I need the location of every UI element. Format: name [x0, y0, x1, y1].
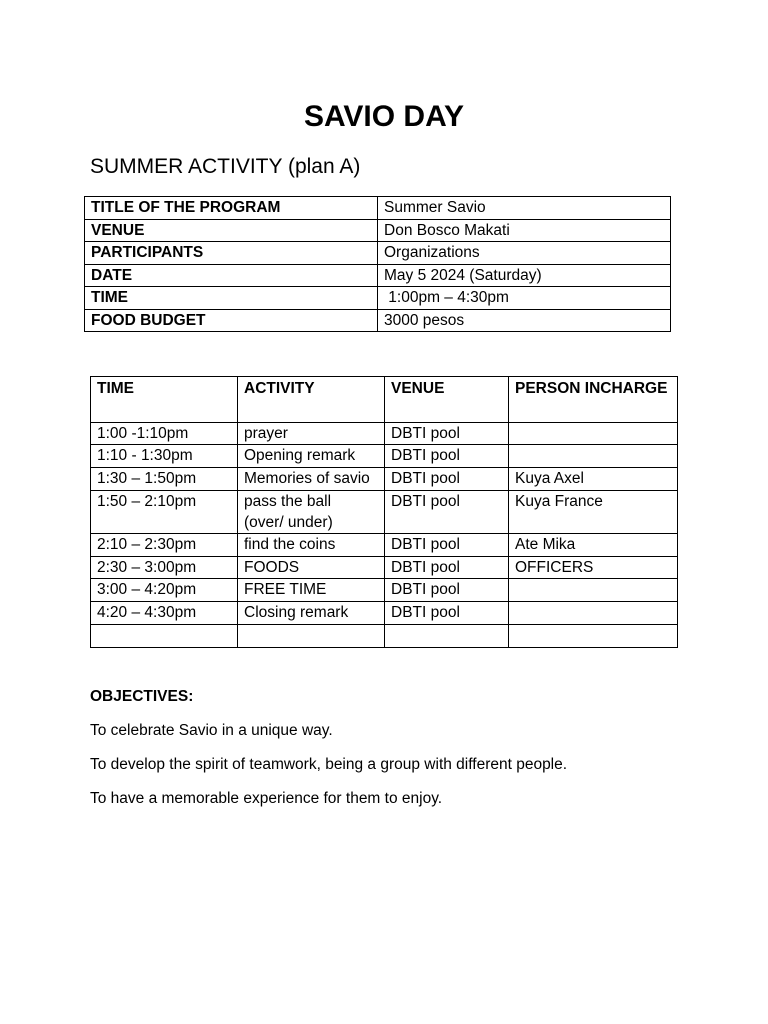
document-subtitle: SUMMER ACTIVITY (plan A)	[90, 155, 361, 178]
cell-person	[509, 422, 678, 445]
info-value: May 5 2024 (Saturday)	[378, 264, 671, 287]
cell-venue	[385, 625, 509, 648]
cell-time: 2:30 – 3:00pm	[91, 556, 238, 579]
objectives-heading: OBJECTIVES:	[90, 688, 194, 705]
schedule-table	[90, 376, 678, 648]
cell-time: 1:00 -1:10pm	[91, 422, 238, 445]
info-value: Organizations	[378, 242, 671, 265]
objective-item: To have a memorable experience for them to enjoy.	[90, 790, 443, 807]
cell-person: OFFICERS	[509, 556, 678, 579]
objective-item: To develop the spirit of teamwork, being a group with different people.	[90, 756, 568, 773]
cell-venue: DBTI pool	[385, 579, 509, 602]
cell-time: 1:30 – 1:50pm	[91, 468, 238, 491]
info-label: TITLE OF THE PROGRAM	[85, 197, 378, 220]
cell-activity	[238, 625, 385, 648]
cell-venue: DBTI pool	[385, 490, 509, 533]
cell-person	[509, 625, 678, 648]
table-row	[91, 468, 678, 491]
info-label: PARTICIPANTS	[85, 242, 378, 265]
cell-activity: Memories of savio	[238, 468, 385, 491]
table-row	[91, 602, 678, 625]
cell-activity: FREE TIME	[238, 579, 385, 602]
info-label: VENUE	[85, 219, 378, 242]
info-value: 3000 pesos	[378, 309, 671, 332]
program-info-table	[84, 196, 671, 332]
cell-activity: Closing remark	[238, 602, 385, 625]
cell-time: 2:10 – 2:30pm	[91, 533, 238, 556]
table-row	[91, 445, 678, 468]
cell-venue: DBTI pool	[385, 556, 509, 579]
cell-person: Kuya France	[509, 490, 678, 533]
cell-time: 3:00 – 4:20pm	[91, 579, 238, 602]
info-row-time	[85, 287, 671, 310]
cell-venue: DBTI pool	[385, 422, 509, 445]
cell-activity: Opening remark	[238, 445, 385, 468]
cell-person: Kuya Axel	[509, 468, 678, 491]
cell-time: 4:20 – 4:30pm	[91, 602, 238, 625]
header-venue: VENUE	[385, 377, 509, 423]
table-row	[91, 579, 678, 602]
cell-activity: FOODS	[238, 556, 385, 579]
info-row-title	[85, 197, 671, 220]
cell-person	[509, 445, 678, 468]
cell-time: 1:10 - 1:30pm	[91, 445, 238, 468]
header-person-incharge: PERSON INCHARGE	[509, 377, 678, 423]
table-row	[91, 533, 678, 556]
info-value: 1:00pm – 4:30pm	[378, 287, 671, 310]
cell-activity: find the coins	[238, 533, 385, 556]
cell-time	[91, 625, 238, 648]
info-row-participants	[85, 242, 671, 265]
info-label: DATE	[85, 264, 378, 287]
objective-item: To celebrate Savio in a unique way.	[90, 722, 333, 739]
cell-person	[509, 579, 678, 602]
header-time: TIME	[91, 377, 238, 423]
info-value: Don Bosco Makati	[378, 219, 671, 242]
cell-activity: prayer	[238, 422, 385, 445]
cell-venue: DBTI pool	[385, 533, 509, 556]
table-row-empty	[91, 625, 678, 648]
activity-line-2: (over/ under)	[244, 513, 333, 531]
info-label: TIME	[85, 287, 378, 310]
activity-line-1: pass the ball	[244, 492, 332, 510]
info-row-food-budget	[85, 309, 671, 332]
info-row-date	[85, 264, 671, 287]
cell-venue: DBTI pool	[385, 445, 509, 468]
header-activity: ACTIVITY	[238, 377, 385, 423]
table-row	[91, 422, 678, 445]
cell-time: 1:50 – 2:10pm	[91, 490, 238, 533]
info-value: Summer Savio	[378, 197, 671, 220]
document-title: SAVIO DAY	[303, 100, 465, 133]
cell-venue: DBTI pool	[385, 468, 509, 491]
table-row	[91, 490, 678, 533]
schedule-header-row	[91, 377, 678, 423]
cell-activity	[238, 490, 385, 533]
info-row-venue	[85, 219, 671, 242]
cell-venue: DBTI pool	[385, 602, 509, 625]
cell-person: Ate Mika	[509, 533, 678, 556]
cell-person	[509, 602, 678, 625]
info-label: FOOD BUDGET	[85, 309, 378, 332]
table-row	[91, 556, 678, 579]
